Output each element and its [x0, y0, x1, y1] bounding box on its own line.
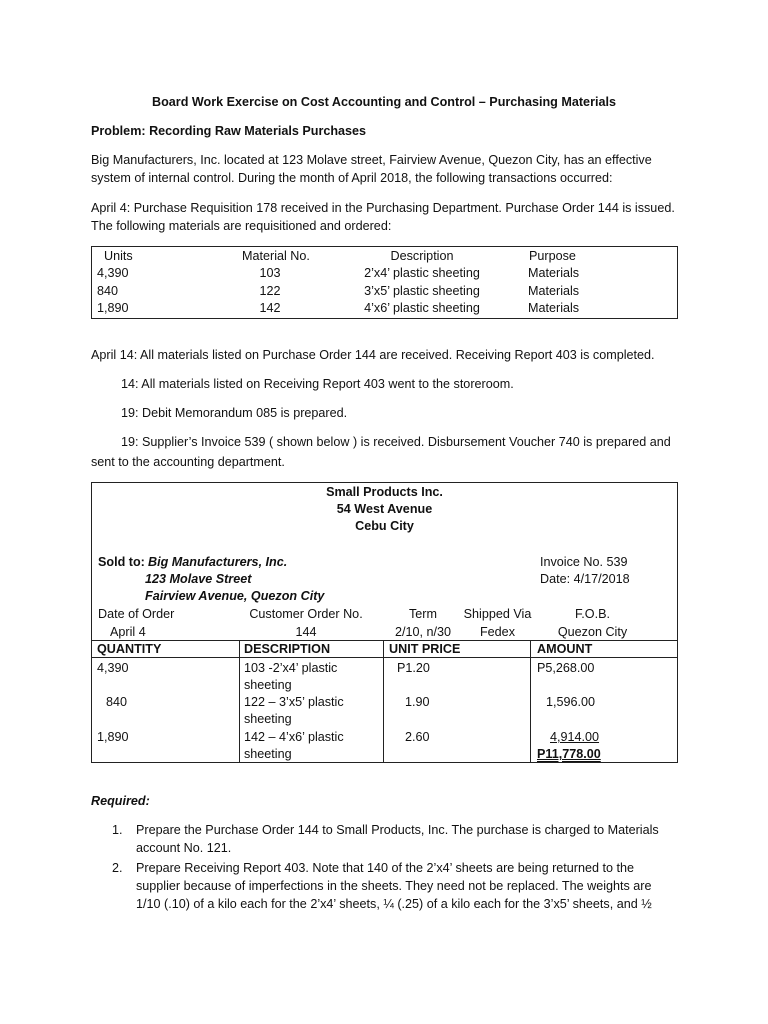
materials-row-1-material-no: 103	[259, 266, 281, 280]
item-2-amount: 1,596.00	[546, 695, 596, 709]
item-2-quantity: 840	[106, 695, 128, 709]
event-19-debit-memo: 19: Debit Memorandum 085 is prepared.	[121, 406, 348, 420]
materials-row-2-material-no: 122	[259, 284, 281, 298]
materials-row-1-units: 4,390	[97, 266, 129, 280]
invoice-number: Invoice No. 539	[540, 555, 628, 569]
required-item-1-text: Prepare the Purchase Order 144 to Small Products, Inc. The purchase is charged to Materials account No. 121.	[136, 823, 659, 855]
item-2-unit-price: 1.90	[405, 695, 430, 709]
items-header-quantity: QUANTITY	[97, 642, 162, 656]
required-list	[112, 821, 672, 915]
items-header-amount: AMOUNT	[537, 642, 593, 656]
item-1-amount: P5,268.00	[537, 661, 595, 675]
required-item-1	[112, 821, 672, 857]
invoice-seller-city: Cebu City	[355, 519, 414, 533]
invoice-date: Date: 4/17/2018	[540, 572, 630, 586]
item-1-quantity: 4,390	[97, 661, 129, 675]
required-heading: Required:	[91, 794, 150, 808]
order-header-fob: F.O.B.	[575, 607, 610, 621]
event-19-invoice-line-1: 19: Supplier’s Invoice 539 ( shown below ) is received. Disbursement Voucher 740 is prepared and	[121, 435, 671, 449]
intro-line-1: Big Manufacturers, Inc. located at 123 Molave street, Fairview Avenue, Quezon City, has an effective	[91, 153, 652, 167]
april4-line-1: April 4: Purchase Requisition 178 received in the Purchasing Department. Purchase Order 144 is issued.	[91, 201, 675, 215]
problem-heading: Problem: Recording Raw Materials Purchases	[91, 124, 367, 138]
april4-line-2: The following materials are requisitioned and ordered:	[91, 219, 392, 233]
item-3-unit-price: 2.60	[405, 730, 430, 744]
materials-header-units: Units	[104, 249, 133, 263]
order-value-term: 2/10, n/30	[394, 625, 452, 639]
materials-header-purpose: Purpose	[529, 249, 576, 263]
items-header-description: DESCRIPTION	[244, 642, 331, 656]
intro-line-2: system of internal control. During the month of April 2018, the following transactions occurred:	[91, 171, 613, 185]
materials-header-material-no: Material No.	[242, 249, 310, 263]
event-april-14: April 14: All materials listed on Purchase Order 144 are received. Receiving Report 403 is completed.	[91, 348, 655, 362]
order-header-customer-order: Customer Order No.	[249, 607, 363, 621]
required-item-2	[112, 859, 672, 913]
items-col-divider-3	[530, 640, 531, 763]
materials-row-3-material-no: 142	[259, 301, 281, 315]
materials-row-1-description: 2’x4’ plastic sheeting	[364, 266, 480, 280]
order-value-customer-order: 144	[295, 625, 317, 639]
item-1-description-cont: sheeting	[244, 678, 292, 692]
materials-row-3-units: 1,890	[97, 301, 129, 315]
order-value-date: April 4	[110, 625, 146, 639]
event-14-storeroom: 14: All materials listed on Receiving Report 403 went to the storeroom.	[121, 377, 514, 391]
materials-row-2-purpose: Materials	[528, 284, 580, 298]
materials-row-1-purpose: Materials	[528, 266, 580, 280]
event-19-invoice-line-2: sent to the accounting department.	[91, 455, 285, 469]
order-header-date: Date of Order	[98, 607, 175, 621]
materials-row-3-purpose: Materials	[528, 301, 580, 315]
items-col-divider-2	[383, 640, 384, 763]
order-value-shipped-via: Fedex	[479, 625, 515, 639]
order-header-term: Term	[409, 607, 437, 621]
required-item-2-number: 2.	[112, 861, 123, 875]
order-value-fob: Quezon City	[557, 625, 628, 639]
materials-row-3-description: 4’x6’ plastic sheeting	[364, 301, 480, 315]
invoice-buyer-name: Big Manufacturers, Inc.	[148, 555, 288, 569]
materials-header-description: Description	[390, 249, 454, 263]
required-item-1-number: 1.	[112, 823, 123, 837]
item-2-description-cont: sheeting	[244, 712, 292, 726]
materials-row-2-description: 3’x5’ plastic sheeting	[364, 284, 480, 298]
invoice-seller-name: Small Products Inc.	[326, 485, 443, 499]
invoice-seller-street: 54 West Avenue	[336, 502, 433, 516]
item-2-description: 122 – 3’x5’ plastic	[244, 695, 344, 709]
required-item-2-text: Prepare Receiving Report 403. Note that 140 of the 2’x4’ sheets are being returned to the supplier because of imperfections in the sheets. They need not be replaced. The weights are 1/10 (.10) of a kilo each for the 2’x4’ sheets, ¼ (.25) of a kilo each for the 3’x5’ sheets, and ½	[136, 861, 652, 911]
page-title: Board Work Exercise on Cost Accounting and Control – Purchasing Materials	[152, 95, 616, 109]
item-1-unit-price: P1.20	[397, 661, 430, 675]
item-3-description-cont: sheeting	[244, 747, 292, 761]
item-3-amount: 4,914.00	[550, 730, 600, 744]
items-header-unit-price: UNIT PRICE	[389, 642, 461, 656]
item-3-description: 142 – 4’x6’ plastic	[244, 730, 344, 744]
invoice-buyer-city: Fairview Avenue, Quezon City	[145, 589, 325, 603]
materials-row-2-units: 840	[97, 284, 119, 298]
item-3-quantity: 1,890	[97, 730, 129, 744]
items-col-divider-1	[239, 640, 240, 763]
order-header-shipped-via: Shipped Via	[463, 607, 532, 621]
item-1-description: 103 -2’x4’ plastic	[244, 661, 338, 675]
invoice-sold-to-label: Sold to:	[98, 555, 145, 569]
invoice-buyer-street: 123 Molave Street	[145, 572, 252, 586]
invoice-total: P11,778.00	[537, 747, 601, 761]
